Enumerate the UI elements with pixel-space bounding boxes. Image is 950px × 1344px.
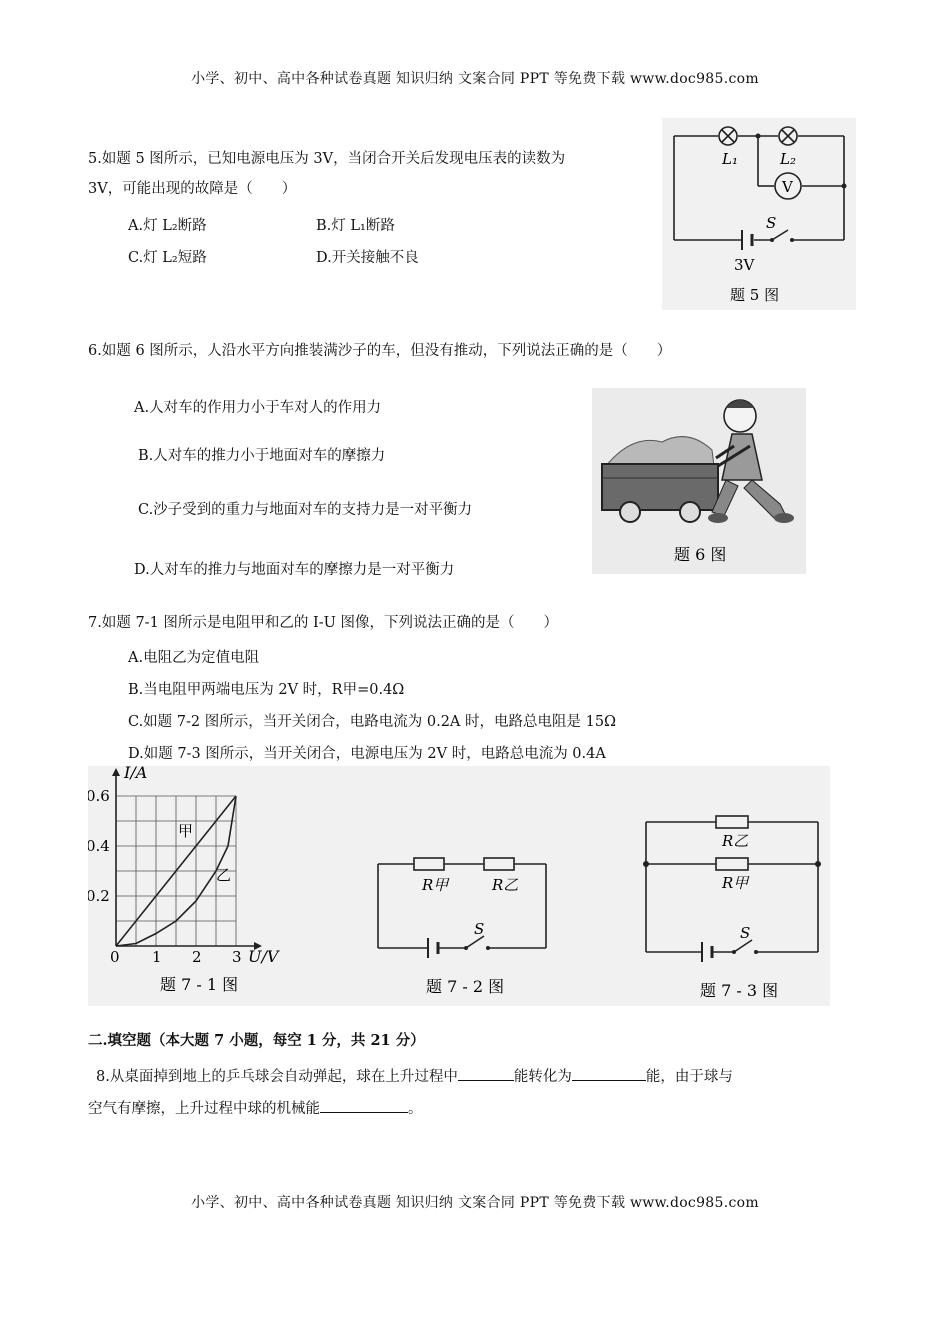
q7-fig2-circuit bbox=[378, 858, 546, 958]
q8-blank-2[interactable] bbox=[572, 1066, 646, 1081]
x-tick-label: 1 bbox=[152, 948, 162, 966]
section2-title: 二.填空题（本大题 7 小题，每空 1 分，共 21 分） bbox=[88, 1032, 425, 1049]
q8-line2 bbox=[88, 1098, 423, 1120]
q7-fig1-caption: 题 7 - 1 图 bbox=[160, 975, 239, 994]
x-tick-label: 3 bbox=[232, 948, 242, 966]
q7-option-a: A.电阻乙为定值电阻 bbox=[128, 650, 260, 666]
q6-option-b: B.人对车的推力小于地面对车的摩擦力 bbox=[138, 448, 386, 464]
q7-stem: 7.如题 7-1 图所示是电阻甲和乙的 I-U 图像，下列说法正确的是（ ） bbox=[88, 615, 558, 631]
q5-lamp1-label: L₁ bbox=[722, 150, 738, 168]
q8-text-part2: 能转化为 bbox=[513, 1069, 572, 1085]
page-footer: 小学、初中、高中各种试卷真题 知识归纳 文案合同 PPT 等免费下载 www.doc985.com bbox=[191, 1195, 759, 1211]
q5-switch-label: S bbox=[766, 214, 777, 232]
q6-figure-caption: 题 6 图 bbox=[674, 545, 727, 564]
x-tick-label: 2 bbox=[192, 948, 202, 966]
q5-option-a: A.灯 L₂断路 bbox=[128, 218, 207, 234]
q5-option-d: D.开关接触不良 bbox=[316, 250, 419, 266]
q5-lamp2-label: L₂ bbox=[780, 150, 796, 168]
page-header: 小学、初中、高中各种试卷真题 知识归纳 文案合同 PPT 等免费下载 www.doc985.com bbox=[191, 71, 759, 87]
q6-option-a: A.人对车的作用力小于车对人的作用力 bbox=[134, 400, 382, 416]
q7-option-c: C.如题 7-2 图所示，当开关闭合，电路电流为 0.2A 时，电路总电阻是 15Ω bbox=[128, 714, 617, 730]
y-axis-label: I/A bbox=[124, 766, 148, 782]
q7-fig2-r2-label: R乙 bbox=[492, 876, 519, 894]
q7-fig3-caption: 题 7 - 3 图 bbox=[700, 981, 779, 1000]
q6-cart-illustration bbox=[592, 388, 806, 574]
q8-text-line2b: 。 bbox=[408, 1101, 423, 1117]
q7-figures bbox=[88, 766, 830, 1006]
q5-option-c: C.灯 L₂短路 bbox=[128, 250, 207, 266]
q8-text-part1: 8.从桌面掉到地上的乒乓球会自动弹起，球在上升过程中 bbox=[96, 1069, 458, 1085]
q5-figure-caption: 题 5 图 bbox=[730, 286, 780, 304]
q7-option-d: D.如题 7-3 图所示，当开关闭合，电源电压为 2V 时，电路总电流为 0.4A bbox=[128, 746, 606, 762]
origin-label: 0 bbox=[110, 948, 120, 966]
y-axis-arrow bbox=[112, 768, 120, 776]
y-tick-label: 0.4 bbox=[88, 837, 110, 855]
q6-option-d: D.人对车的推力与地面对车的摩擦力是一对平衡力 bbox=[134, 562, 455, 578]
q5-voltage-label: 3V bbox=[734, 256, 755, 274]
q5-stem-line1: 5.如题 5 图所示，已知电源电压为 3V，当闭合开关后发现电压表的读数为 bbox=[88, 151, 566, 167]
q7-fig3-r2-label: R甲 bbox=[722, 874, 749, 892]
q5-option-b: B.灯 L₁断路 bbox=[316, 218, 395, 234]
q8-text-line2a: 空气有摩擦，上升过程中球的机械能 bbox=[88, 1101, 320, 1117]
series-label-jia: 甲 bbox=[178, 822, 194, 840]
q6-option-c: C.沙子受到的重力与地面对车的支持力是一对平衡力 bbox=[138, 502, 473, 518]
q7-fig3-r1-label: R乙 bbox=[722, 832, 749, 850]
q5-figure bbox=[662, 118, 856, 310]
q6-stem: 6.如题 6 图所示，人沿水平方向推装满沙子的车，但没有推动，下列说法正确的是（ ） bbox=[88, 343, 672, 359]
y-tick-label: 0.2 bbox=[88, 887, 110, 905]
q7-fig2-r1-label: R甲 bbox=[422, 876, 449, 894]
q7-fig3-switch-label: S bbox=[740, 924, 751, 942]
q5-stem-line2: 3V，可能出现的故障是（ ） bbox=[88, 181, 297, 197]
q8-blank-1[interactable] bbox=[458, 1066, 514, 1081]
q8-line1 bbox=[96, 1066, 733, 1088]
x-axis-label: U/V bbox=[248, 947, 279, 966]
iu-chart bbox=[88, 766, 280, 994]
q7-figure-strip bbox=[88, 766, 830, 1006]
q8-blank-3[interactable] bbox=[320, 1098, 408, 1113]
q7-option-b: B.当电阻甲两端电压为 2V 时，R甲=0.4Ω bbox=[128, 682, 405, 698]
q7-fig2-caption: 题 7 - 2 图 bbox=[426, 977, 505, 996]
q7-fig2-switch-label: S bbox=[474, 920, 485, 938]
y-tick-label: 0.6 bbox=[88, 787, 110, 805]
q6-figure bbox=[592, 388, 806, 574]
q8-text-part3: 能，由于球与 bbox=[645, 1069, 733, 1085]
q5-circuit-diagram bbox=[662, 118, 856, 310]
q5-voltmeter-label: V bbox=[782, 178, 793, 196]
series-label-yi: 乙 bbox=[216, 866, 232, 884]
